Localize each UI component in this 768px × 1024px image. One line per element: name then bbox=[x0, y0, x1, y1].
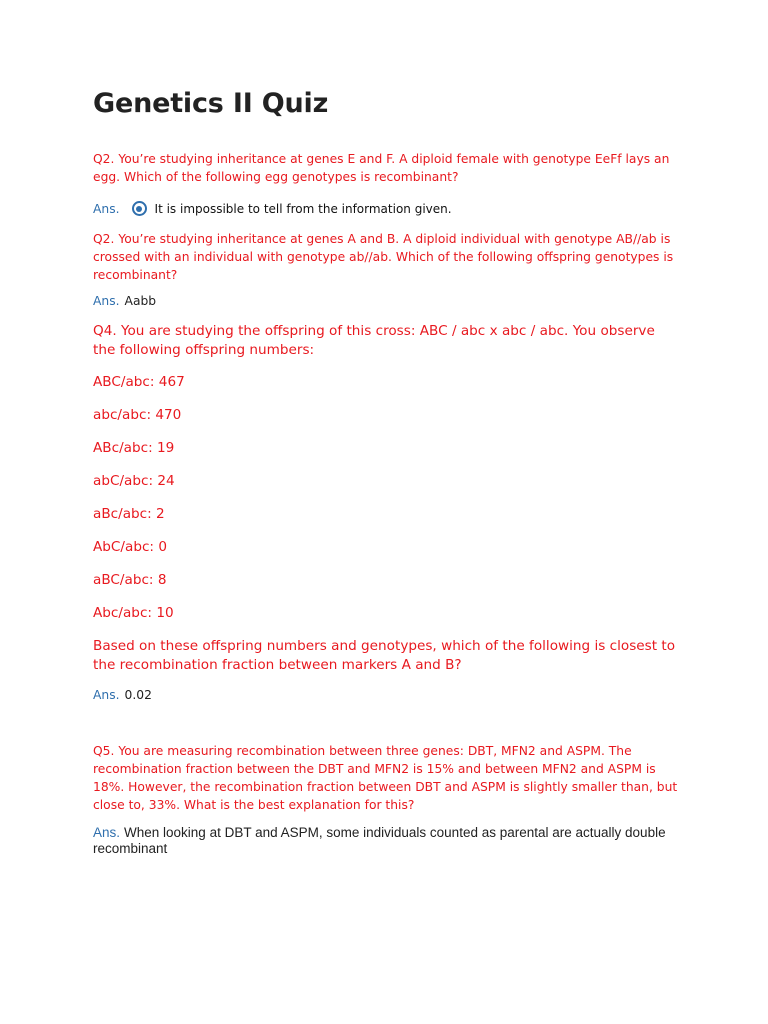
answer-label: Ans. bbox=[93, 294, 120, 308]
offspring-row: AbC/abc: 0 bbox=[93, 539, 167, 555]
offspring-row: aBc/abc: 2 bbox=[93, 506, 165, 522]
offspring-row: abC/abc: 24 bbox=[93, 473, 175, 489]
answer-4 bbox=[93, 688, 152, 702]
answer-value: When looking at DBT and ASPM, some individuals counted as parental are actually double recombinant bbox=[93, 825, 666, 856]
offspring-row: ABc/abc: 19 bbox=[93, 440, 175, 456]
answer-value: Aabb bbox=[124, 294, 157, 308]
question-4: Q4. You are studying the offspring of this cross: ABC / abc x abc / abc. You observe the following offspring numbers: bbox=[93, 323, 655, 358]
question-5: Q5. You are measuring recombination between three genes: DBT, MFN2 and ASPM. The recombination fraction between the DBT and MFN2 is 15% and between MFN2 and ASPM is 18%. However, the recombination fraction between DBT and ASPM is slightly smaller than, but close to, 33%. What is the best explanation for this? bbox=[93, 744, 678, 812]
question-2: Q2. You’re studying inheritance at genes A and B. A diploid individual with genotype AB//ab is crossed with an individual with genotype ab//ab. Which of the following offspring genotypes is recombinant? bbox=[93, 232, 674, 282]
offspring-row: ABC/abc: 467 bbox=[93, 374, 185, 390]
answer-label: Ans. bbox=[93, 825, 121, 840]
radio-selected-icon[interactable] bbox=[132, 201, 147, 216]
answer-value: 0.02 bbox=[124, 688, 152, 702]
page-title: Genetics II Quiz bbox=[93, 88, 329, 119]
question-4-prompt: Based on these offspring numbers and genotypes, which of the following is closest to the recombination fraction between markers A and B? bbox=[93, 638, 676, 673]
offspring-row: Abc/abc: 10 bbox=[93, 605, 174, 621]
answer-2 bbox=[93, 294, 156, 308]
answer-label: Ans. bbox=[93, 201, 120, 216]
question-1: Q2. You’re studying inheritance at genes E and F. A diploid female with genotype EeFf lays an egg. Which of the following egg genotypes is recombinant? bbox=[93, 152, 670, 184]
answer-5 bbox=[93, 825, 678, 857]
answer-label: Ans. bbox=[93, 688, 120, 702]
answer-1 bbox=[93, 201, 452, 216]
offspring-row: aBC/abc: 8 bbox=[93, 572, 167, 588]
offspring-row: abc/abc: 470 bbox=[93, 407, 182, 423]
answer-option-text: It is impossible to tell from the information given. bbox=[154, 201, 452, 216]
